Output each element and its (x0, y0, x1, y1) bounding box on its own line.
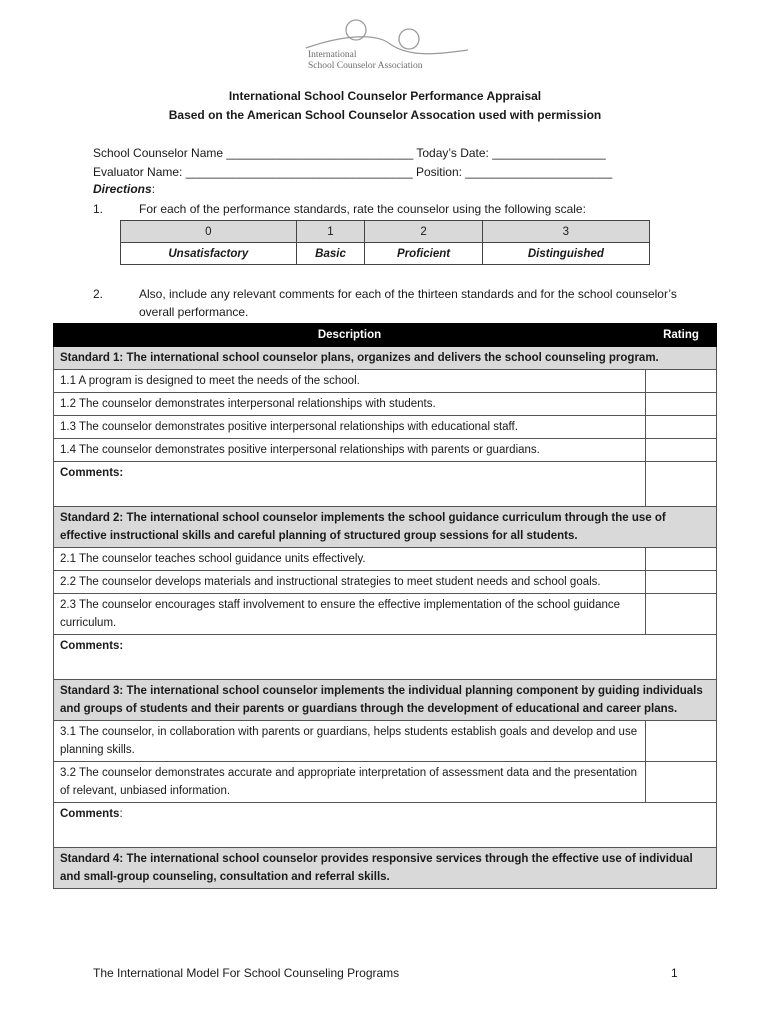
rating-cell[interactable] (646, 762, 717, 803)
comments-colon: : (119, 808, 123, 820)
comments-standard-1[interactable]: Comments: (54, 462, 646, 507)
item-1-3: 1.3 The counselor demonstrates positive interpersonal relationships with educational staff. (54, 416, 646, 439)
item-3-2: 3.2 The counselor demonstrates accurate and appropriate interpretation of assessment data and the presentation of relevant, unbiased information. (54, 762, 646, 803)
scale-value: 1 (296, 221, 365, 243)
rating-cell[interactable] (646, 439, 717, 462)
standard-1-row: Standard 1: The international school counselor plans, organizes and delivers the school counseling program. (54, 347, 717, 370)
item-1-2: 1.2 The counselor demonstrates interpersonal relationships with students. (54, 393, 646, 416)
standard-2-row: Standard 2: The international school counselor implements the school guidance curriculum through the use of effective instructional skills and careful planning of structured group sessions for all students. (54, 507, 717, 548)
step2-number: 2. (93, 287, 104, 301)
document-title: International School Counselor Performance Appraisal (228, 89, 542, 103)
item-2-2: 2.2 The counselor develops materials and instructional strategies to meet student needs and school goals. (54, 571, 646, 594)
description-header: Description (54, 324, 646, 347)
counselor-name-date-line: School Counselor Name ____________________________ Today’s Date: _________________ (93, 146, 606, 160)
scale-label: Distinguished (482, 243, 649, 265)
scale-value: 0 (121, 221, 297, 243)
rating-cell[interactable] (646, 594, 717, 635)
scale-label: Unsatisfactory (121, 243, 297, 265)
directions-heading (93, 182, 155, 196)
rating-cell[interactable] (646, 393, 717, 416)
document-subtitle: Based on the American School Counselor Assocation used with permission (168, 108, 602, 122)
item-3-1: 3.1 The counselor, in collaboration with parents or guardians, helps students establish goals and develop and use planning skills. (54, 721, 646, 762)
item-1-1: 1.1 A program is designed to meet the needs of the school. (54, 370, 646, 393)
logo-line2: School Counselor Association (308, 61, 423, 71)
rating-cell[interactable] (646, 721, 717, 762)
directions-colon: : (151, 182, 156, 196)
comments-standard-2[interactable]: Comments: (54, 635, 717, 680)
comments-standard-3[interactable] (54, 803, 717, 848)
page-number: 1 (671, 966, 678, 980)
step1-number: 1. (93, 202, 104, 216)
step2-text: Also, include any relevant comments for each of the thirteen standards and for the school counselor’s overall performance. (139, 287, 677, 319)
item-2-3: 2.3 The counselor encourages staff involvement to ensure the effective implementation of the school guidance curriculum. (54, 594, 646, 635)
scale-label: Basic (296, 243, 365, 265)
directions-label: Directions (93, 182, 152, 196)
rating-header: Rating (646, 324, 717, 347)
rating-cell[interactable] (646, 462, 717, 507)
scale-label: Proficient (365, 243, 482, 265)
rating-cell[interactable] (646, 370, 717, 393)
rating-scale-table (120, 220, 650, 265)
standard-4-row: Standard 4: The international school counselor provides responsive services through the effective use of individual and small-group counseling, consultation and referral skills. (54, 848, 717, 889)
scale-value: 3 (482, 221, 649, 243)
comments-label: Comments (60, 808, 120, 820)
logo-line1: International (308, 50, 357, 60)
appraisal-table (53, 323, 717, 889)
step1-text: For each of the performance standards, rate the counselor using the following scale: (139, 202, 586, 216)
standard-3-row: Standard 3: The international school counselor implements the individual planning component by guiding individuals and groups of students and their parents or guardians through the development of educational and career plans. (54, 680, 717, 721)
rating-cell[interactable] (646, 548, 717, 571)
rating-cell[interactable] (646, 416, 717, 439)
isca-logo (300, 10, 470, 76)
item-1-4: 1.4 The counselor demonstrates positive interpersonal relationships with parents or guardians. (54, 439, 646, 462)
footer-title: The International Model For School Counseling Programs (93, 966, 400, 980)
rating-cell[interactable] (646, 571, 717, 594)
item-2-1: 2.1 The counselor teaches school guidance units effectively. (54, 548, 646, 571)
evaluator-position-line: Evaluator Name: __________________________________ Position: ______________________ (93, 165, 613, 179)
scale-value: 2 (365, 221, 482, 243)
